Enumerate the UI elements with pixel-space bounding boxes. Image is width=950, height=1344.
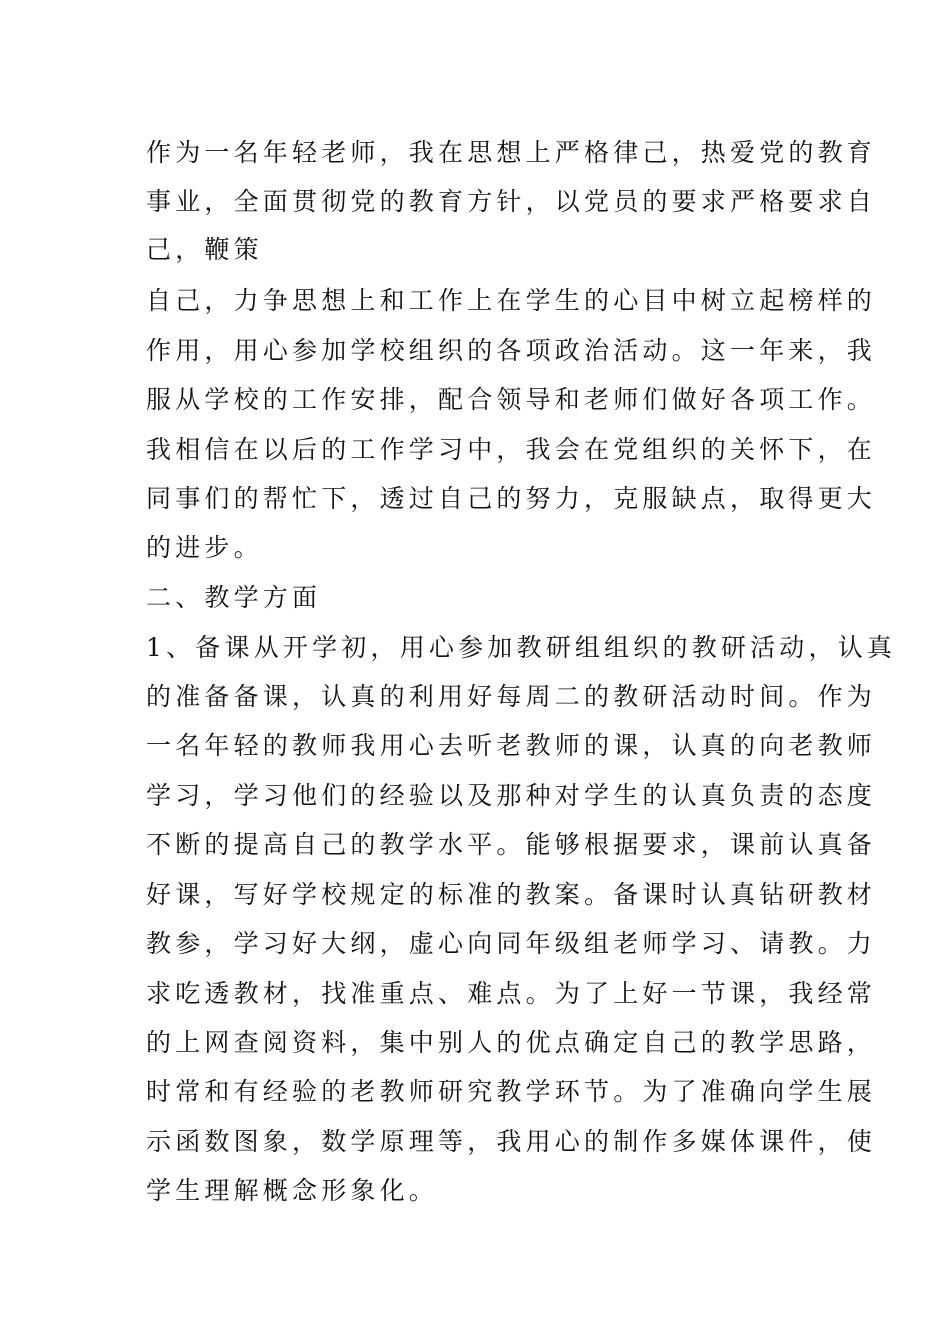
text-line: 的准备备课，认真的利用好每周二的教研活动时间。作为 (146, 682, 877, 711)
section-heading: 二、教学方面 (146, 583, 322, 612)
text-line: 的进步。 (146, 533, 263, 562)
text-line: 自己，力争思想上和工作上在学生的心目中树立起榜样的 (146, 286, 877, 315)
text-line: 的上网查阅资料，集中别人的优点确定自己的教学思路， (146, 1028, 877, 1057)
text-line: 服从学校的工作安排，配合领导和老师们做好各项工作。 (146, 385, 877, 414)
text-line: 求吃透教材，找准重点、难点。为了上好一节课，我经常 (146, 979, 877, 1008)
text-line: 1、备课从开学初，用心参加教研组组织的教研活动，认真 (146, 633, 897, 662)
text-line: 一名年轻的教师我用心去听老教师的课，认真的向老教师 (146, 731, 877, 760)
text-line: 学生理解概念形象化。 (146, 1176, 439, 1205)
text-line: 事业，全面贯彻党的教育方针，以党员的要求严格要求自 (146, 187, 877, 216)
text-line: 同事们的帮忙下，透过自己的努力，克服缺点，取得更大 (146, 484, 877, 513)
text-line: 作用，用心参加学校组织的各项政治活动。这一年来，我 (146, 336, 877, 365)
text-line: 时常和有经验的老教师研究教学环节。为了准确向学生展 (146, 1077, 877, 1106)
text-line: 作为一名年轻老师，我在思想上严格律己，热爱党的教育 (146, 138, 877, 167)
text-line: 好课，写好学校规定的标准的教案。备课时认真钻研教材 (146, 880, 877, 909)
text-line: 己，鞭策 (146, 235, 263, 264)
text-line: 学习，学习他们的经验以及那种对学生的认真负责的态度 (146, 781, 877, 810)
text-line: 教参，学习好大纲，虚心向同年级组老师学习、请教。力 (146, 929, 877, 958)
text-line: 不断的提高自己的教学水平。能够根据要求，课前认真备 (146, 830, 877, 859)
text-line: 我相信在以后的工作学习中，我会在党组织的关怀下，在 (146, 435, 877, 464)
text-line: 示函数图象，数学原理等，我用心的制作多媒体课件，使 (146, 1127, 877, 1156)
